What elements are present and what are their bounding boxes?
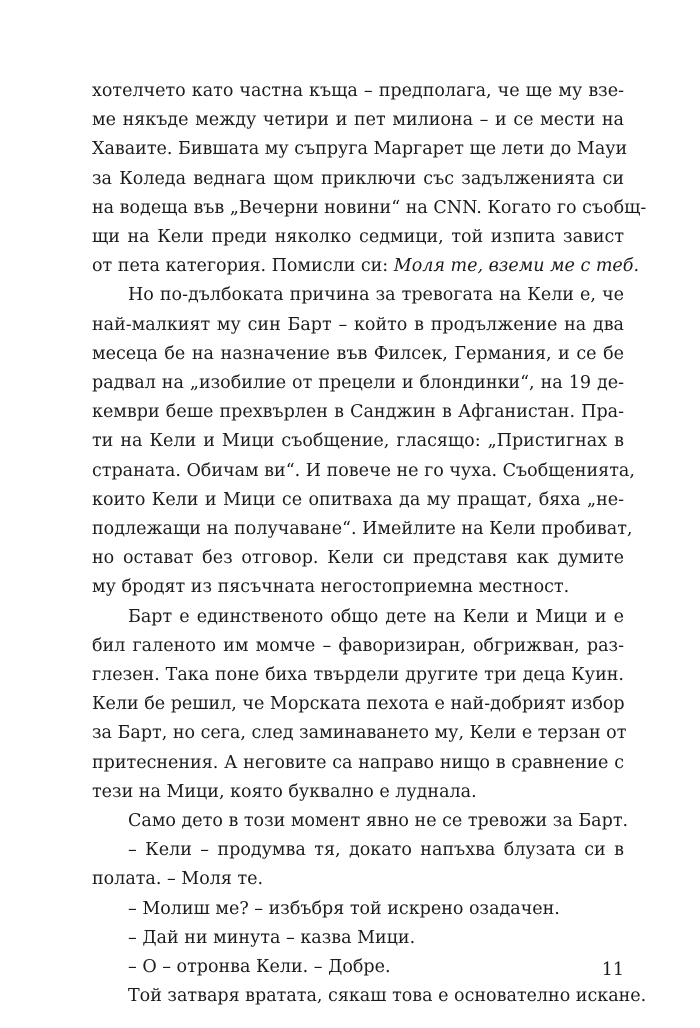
dialogue-line: – Молиш ме? – избъбря той искрено озадачен.: [128, 898, 560, 919]
text-line: за Коледа веднага щом приключи със задълженията си: [92, 168, 624, 189]
text-line: подлежащи на получаване“. Имейлите на Кели пробиват,: [92, 519, 633, 539]
dialogue-line: – Дай ни минута – казва Мици.: [128, 927, 416, 948]
paragraph-start-line: Той затваря вратата, сякаш това е основателно искане.: [128, 986, 647, 1007]
text-line: му бродят из пясъчната негостоприемна местност.: [92, 577, 570, 598]
text-line: глезен. Така поне биха твърдели другите три деца Куин.: [92, 665, 624, 685]
text-line: за Барт, но сега, след заминаването му, Кели е терзан от: [92, 723, 627, 744]
paragraph-start-line: Само дето в този момент явно не се тревожи за Барт.: [128, 811, 629, 831]
text-line: които Кели и Мици се опитваха да му пращат, бяха „не-: [92, 489, 624, 510]
italic-thought: Моля те, вземи ме с теб.: [393, 256, 640, 277]
text-line: кември беше прехвърлен в Санджин в Афганистан. Пра-: [92, 402, 624, 423]
text-line: щи на Кели преди няколко седмици, той изпита завист: [92, 227, 624, 247]
dialogue-line: – О – отронва Кели. – Добре.: [128, 957, 391, 977]
paragraph-start-line: Но по-дълбоката причина за тревогата на Кели е, че: [128, 285, 624, 306]
text-line-with-italic: [92, 252, 640, 280]
text-line: хотелчето като частна къща – предполага, че ще му взе-: [92, 81, 624, 101]
text-line: ме някъде между четири и пет милиона – и се мести на: [92, 110, 624, 131]
text-line: Кели бе решил, че Морската пехота е най-добрият избор: [92, 694, 625, 715]
text-line: ти на Кели и Мици съобщение, гласящо: „Пристигнах в: [92, 431, 624, 452]
text-line: на водеща във „Вечерни новини“ на CNN. Когато го съобщ-: [92, 197, 647, 218]
text-segment: от пета категория. Помисли си:: [92, 256, 389, 277]
text-line: най-малкият му син Барт – който в продължение на два: [92, 314, 624, 335]
dialogue-line: полата. – Моля те.: [92, 869, 264, 890]
text-line: притеснения. А неговите са направо нищо в сравнение с: [92, 752, 624, 773]
dialogue-line: – Кели – продумва тя, докато напъхва блузата си в: [128, 840, 624, 861]
paragraph-start-line: Барт е единственото общо дете на Кели и Мици и е: [128, 606, 624, 627]
text-line: радвал на „изобилие от прецели и блондинки“, на 19 де-: [92, 373, 624, 393]
text-line: страната. Обичам ви“. И повече не го чуха. Съобщенията,: [92, 460, 635, 481]
text-line: тези на Мици, която буквално е луднала.: [92, 781, 477, 802]
page-number: 11: [601, 960, 624, 980]
text-line: месеца бе на назначение във Филсек, Германия, и се бе: [92, 343, 624, 364]
text-line: Хаваите. Бившата му съпруга Маргарет ще лети до Мауи: [92, 139, 628, 160]
text-line: но остават без отговор. Кели си представя как думите: [92, 548, 624, 569]
text-line: бил галеното им момче – фаворизиран, обгрижван, раз-: [92, 635, 624, 656]
